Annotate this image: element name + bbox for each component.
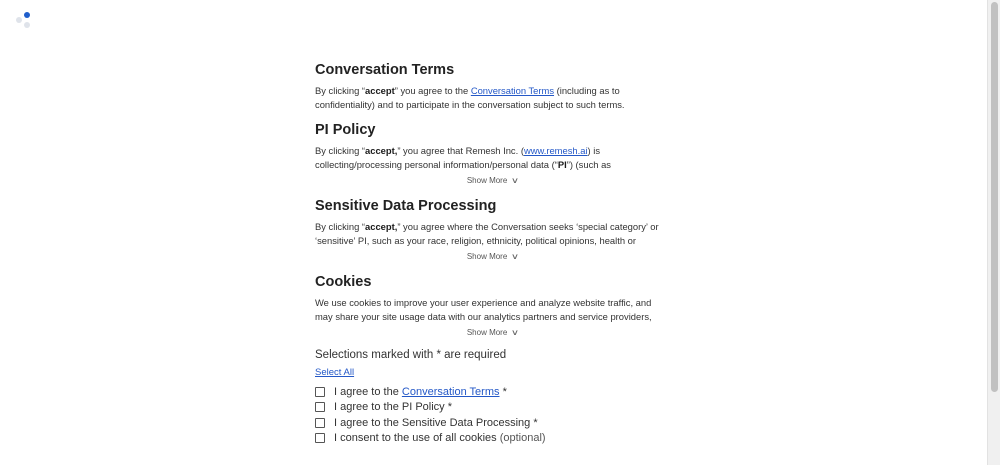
- chevron-down-icon: ∨: [511, 328, 520, 337]
- checkbox-pi-policy[interactable]: [315, 402, 325, 412]
- section-title: Conversation Terms: [315, 62, 455, 78]
- page-scrollbar[interactable]: [987, 0, 1000, 465]
- checkbox-label: I agree to the Conversation Terms *: [334, 385, 507, 398]
- conversation-terms-link[interactable]: Conversation Terms: [401, 385, 500, 398]
- checkbox-label: I agree to the Sensitive Data Processing *: [334, 416, 538, 429]
- section-body: We use cookies to improve your user experience and analyze website traffic, and may share your site usage data with our analytics partners and service providers,: [315, 297, 652, 322]
- section-sensitive-data: [315, 196, 670, 263]
- section-title: Cookies: [315, 274, 372, 290]
- section-title: Sensitive Data Processing: [315, 198, 497, 214]
- checkbox-conversation-terms[interactable]: [315, 387, 325, 397]
- select-all-link[interactable]: Select All: [315, 367, 355, 378]
- scrollbar-thumb[interactable]: [991, 2, 998, 392]
- remesh-logo-icon: [14, 10, 36, 32]
- checkbox-row-sensitive-data: [315, 415, 670, 431]
- checkbox-label: I consent to the use of all cookies (optional): [334, 432, 546, 445]
- checkbox-row-cookies: [315, 431, 670, 447]
- chevron-down-icon: ∨: [511, 176, 520, 185]
- section-body: By clicking “accept,” you agree where the Conversation seeks ‘special category’ or ‘sensitive’ PI, such as your race, religion, ethnicity, political opinions, health or: [315, 221, 659, 246]
- section-pi-policy: [315, 120, 670, 187]
- section-body: By clicking “accept,” you agree that Remesh Inc. (www.remesh.ai) is collecting/processing personal information/personal data (“PI”) (such as: [315, 145, 611, 170]
- show-more-button[interactable]: Show More ∨: [466, 252, 520, 261]
- section-title: PI Policy: [315, 122, 376, 138]
- remesh-website-link[interactable]: www.remesh.ai: [523, 145, 588, 156]
- required-note: Selections marked with * are required: [315, 349, 507, 361]
- section-conversation-terms: [315, 60, 670, 111]
- section-cookies: [315, 272, 670, 339]
- show-more-button[interactable]: Show More ∨: [466, 328, 520, 337]
- conversation-terms-link[interactable]: Conversation Terms: [470, 85, 555, 96]
- consent-content: [315, 60, 670, 446]
- selections: [315, 348, 670, 446]
- show-more-button[interactable]: Show More ∨: [466, 176, 520, 185]
- checkbox-sensitive-data[interactable]: [315, 418, 325, 428]
- checkbox-row-pi-policy: [315, 400, 670, 416]
- chevron-down-icon: ∨: [511, 252, 520, 261]
- checkbox-cookies[interactable]: [315, 433, 325, 443]
- section-body: By clicking “accept” you agree to the Conversation Terms (including as to confidentiality) and to participate in the conversation subject to such terms.: [315, 85, 625, 110]
- checkbox-label: I agree to the PI Policy *: [334, 401, 453, 414]
- checkbox-row-conversation-terms: [315, 384, 670, 400]
